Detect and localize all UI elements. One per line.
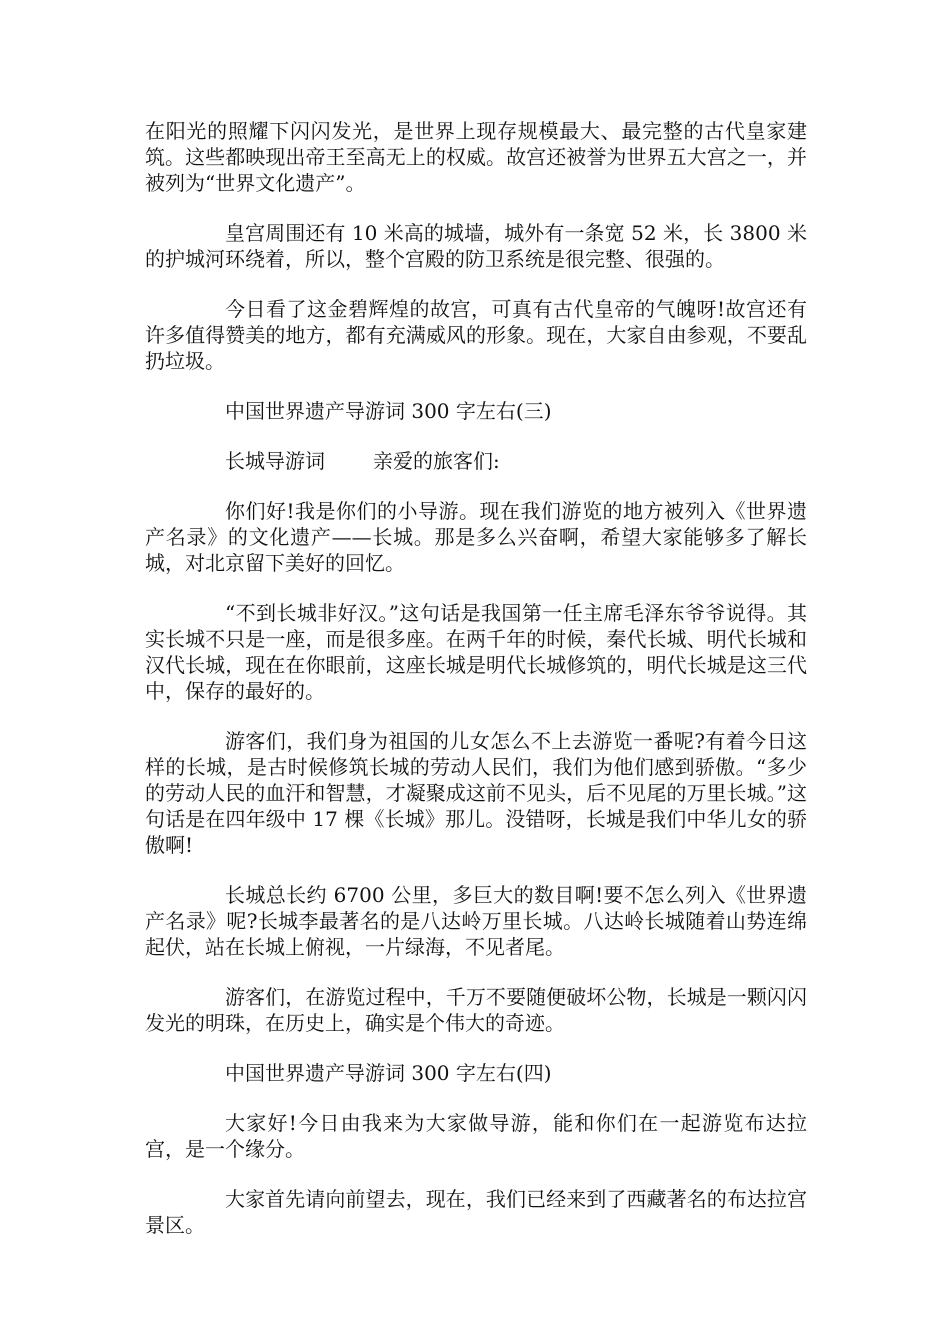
great-wall-title-line xyxy=(145,448,807,474)
great-wall-title: 长城导游词 xyxy=(225,449,325,473)
paragraph-great-wall-history: “不到长城非好汉。”这句话是我国第一任主席毛泽东爷爷说得。其实长城不只是一座，而是很多座。在两千年的时候，秦代长城、明代长城和汉代长城，现在在你眼前，这座长城是明代长城修筑的，明代长城是这三代中，保存的最好的。 xyxy=(145,601,807,703)
paragraph-great-wall-length: 长城总长约 6700 公里，多巨大的数目啊!要不怎么列入《世界遗产名录》呢?长城李最著名的是八达岭万里长城。八达岭长城随着山势连绵起伏，站在长城上俯视，一片绿海，不见者尾。 xyxy=(145,883,807,959)
paragraph-potala-welcome: 大家好!今日由我来为大家做导游，能和你们在一起游览布达拉宫，是一个缘分。 xyxy=(145,1111,807,1161)
document-page xyxy=(145,118,807,1262)
paragraph-potala-arrival: 大家首先请向前望去，现在，我们已经来到了西藏著名的布达拉宫景区。 xyxy=(145,1187,807,1237)
paragraph-great-wall-pride: 游客们，我们身为祖国的儿女怎么不上去游览一番呢?有着今日这样的长城，是古时候修筑长城的劳动人民们，我们为他们感到骄傲。“多少的劳动人民的血汗和智慧，才凝聚成这前不见头，后不见尾的万里长城。”这句话是在四年级中 17 棵《长城》那儿。没错呀，长城是我们中华儿女的骄傲啊! xyxy=(145,729,807,857)
great-wall-greeting: 亲爱的旅客们: xyxy=(373,449,500,473)
section-heading-four: 中国世界遗产导游词 300 字左右(四) xyxy=(225,1061,552,1085)
section-heading-three: 中国世界遗产导游词 300 字左右(三) xyxy=(225,399,552,423)
paragraph-forbidden-city-closing: 今日看了这金碧辉煌的故宫，可真有古代皇帝的气魄呀!故宫还有许多值得赞美的地方，都有充满威风的形象。现在，大家自由参观，不要乱扔垃圾。 xyxy=(145,297,807,373)
paragraph-city-wall-moat: 皇宫周围还有 10 米高的城墙，城外有一条宽 52 米，长 3800 米的护城河环绕着，所以，整个宫殿的防卫系统是很完整、很强的。 xyxy=(145,221,807,271)
paragraph-great-wall-closing: 游客们，在游览过程中，千万不要随便破坏公物，长城是一颗闪闪发光的明珠，在历史上，确实是个伟大的奇迹。 xyxy=(145,985,807,1035)
paragraph-great-wall-intro: 你们好!我是你们的小导游。现在我们游览的地方被列入《世界遗产名录》的文化遗产——长城。那是多么兴奋啊，希望大家能够多了解长城，对北京留下美好的回忆。 xyxy=(145,499,807,575)
paragraph-forbidden-city-splendor: 在阳光的照耀下闪闪发光，是世界上现存规模最大、最完整的古代皇家建筑。这些都映现出帝王至高无上的权威。故宫还被誉为世界五大宫之一，并被列为“世界文化遗产”。 xyxy=(145,119,807,195)
